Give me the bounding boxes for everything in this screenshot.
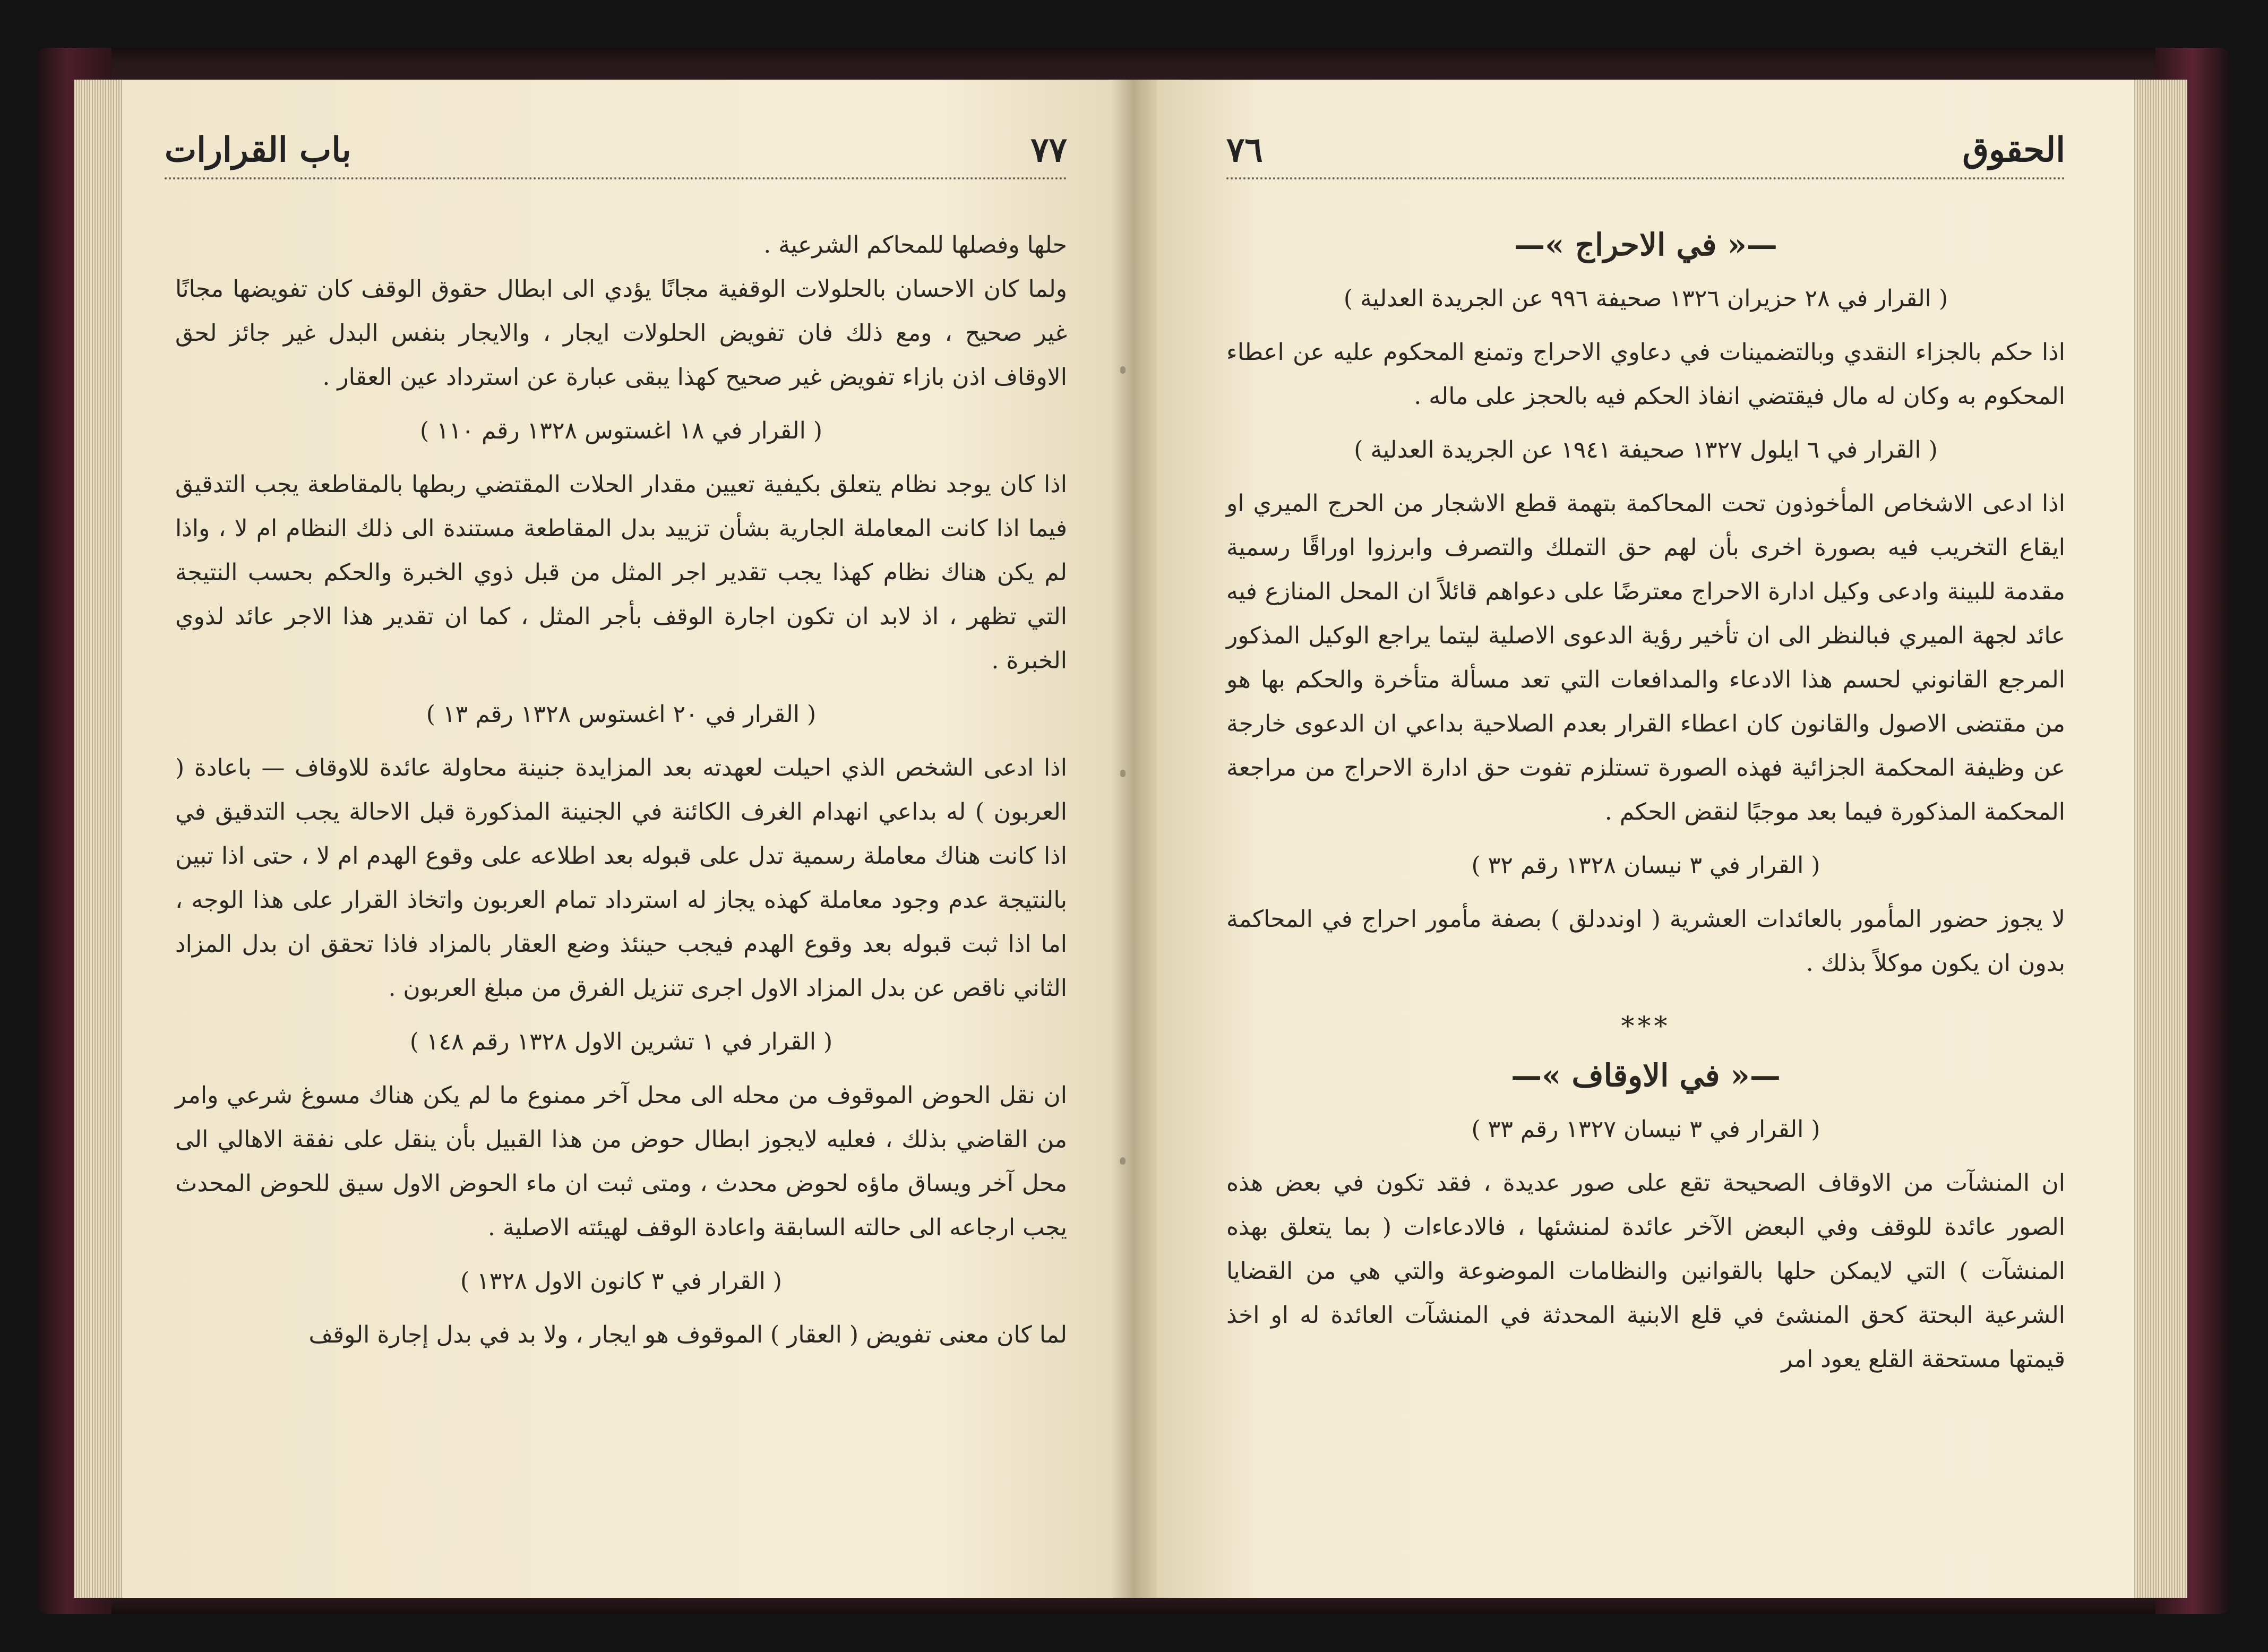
right-page-body xyxy=(1226,218,2065,1381)
right-page-header xyxy=(1226,106,2065,179)
decision-citation: ( القرار في ٢٠ اغستوس ١٣٢٨ رقم ١٣ ) xyxy=(426,701,817,728)
decision-citation: ( القرار في ٢٨ حزيران ١٣٢٦ صحيفة ٩٩٦ عن الجريدة العدلية ) xyxy=(1343,285,1948,312)
paragraph: اذا كان يوجد نظام يتعلق بكيفية تعيين مقدار الحلات المقتضي ربطها بالمقاطعة يجب التدقيق فيما اذا كانت المعاملة الجارية بشأن تزييد بدل المقاطعة مستندة الى ذلك النظام ام لا ، واذا لم يكن هناك نظام كهذا يجب تقدير اجر المثل من قبل ذوي الخبرة والحكم بحسب النتيجة التي تظهر ، اذ لابد ان تكون اجارة الوقف بأجر المثل ، كما ان تقدير هذا الاجر عائد لذوي الخبرة . xyxy=(175,471,1067,674)
right-page-number: ٧٦ xyxy=(1226,130,1263,170)
right-page-title: الحقوق xyxy=(1962,130,2065,170)
section-heading: —« في الاحراج »— xyxy=(1514,227,1777,263)
left-page-number: ٧٧ xyxy=(1030,130,1067,170)
paragraph: لما كان معنى تفويض ( العقار ) الموقوف هو ايجار ، ولا بد في بدل إجارة الوقف xyxy=(308,1321,1067,1348)
binding-stitch xyxy=(1120,366,1126,374)
paragraph: اذا حكم بالجزاء النقدي وبالتضمينات في دعاوي الاحراج وتمنع المحكوم عليه عن اعطاء المحكوم به وكان له مال فيقتضي انفاذ الحكم فيه بالحجز على ماله . xyxy=(1226,339,2065,410)
decision-citation: ( القرار في ١ تشرين الاول ١٣٢٨ رقم ١٤٨ ) xyxy=(409,1028,833,1055)
left-page-header xyxy=(165,106,1067,179)
paragraph: ان نقل الحوض الموقوف من محله الى محل آخر ممنوع ما لم يكن هناك مسوغ شرعي وامر من القاضي بذلك ، فعليه لايجوز ابطال حوض من هذا القبيل بأن ينقل على نفقة الاهالي الى محل آخر ويساق ماؤه لحوض محدث ، ومتى ثبت ان ماء الحوض الاول سيق للحوض المحدث يجب ارجاعه الى حالته السابقة واعادة الوقف لهيئته الاصلية . xyxy=(175,1082,1067,1241)
book-gutter xyxy=(1110,80,1157,1598)
section-heading: —« في الاوقاف »— xyxy=(1511,1057,1781,1094)
decision-citation: ( القرار في ٣ نيسان ١٣٢٨ رقم ٣٢ ) xyxy=(1471,852,1820,879)
paragraph: لا يجوز حضور المأمور بالعائدات العشرية ( اونددلق ) بصفة مأمور احراج في المحاكمة بدون ان يكون موكلاً بذلك . xyxy=(1226,906,2065,977)
binding-stitch xyxy=(1120,1157,1126,1165)
decision-citation: ( القرار في ٣ نيسان ١٣٢٧ رقم ٣٣ ) xyxy=(1471,1116,1820,1143)
decision-citation: ( القرار في ١٨ اغستوس ١٣٢٨ رقم ١١٠ ) xyxy=(419,417,823,444)
paragraph: ولما كان الاحسان بالحلولات الوقفية مجانًا يؤدي الى ابطال حقوق الوقف كان تفويضها مجانًا غير صحيح ، ومع ذلك فان تفويض الحلولات ايجار ، والايجار بنفس البدل غير جائز لحق الاوقاف اذن بازاء تفويض غير صحيح كهذا يبقى عبارة عن استرداد عين العقار . xyxy=(175,276,1067,391)
paragraph: ان المنشآت من الاوقاف الصحيحة تقع على صور عديدة ، فقد تكون في بعض هذه الصور عائدة للوقف وفي البعض الآخر عائدة لمنشئها ، فالادعاءات ( بما يتعلق بهذه المنشآت ) التي لايمكن حلها بالقوانين والنظامات الموضوعة والتي هي من القضايا الشرعية البحتة كحق المنشئ في قلع الابنية المحدثة في المنشآت العائدة له او اخذ قيمتها مستحقة القلع يعود امر xyxy=(1226,1169,2066,1373)
left-page-body xyxy=(175,223,1067,1357)
paragraph: حلها وفصلها للمحاكم الشرعية . xyxy=(763,231,1067,259)
binding-stitch xyxy=(1120,770,1126,777)
decision-citation: ( القرار في ٣ كانون الاول ١٣٢٨ ) xyxy=(460,1268,782,1295)
page-edges-right xyxy=(2129,80,2187,1598)
section-separator: *** xyxy=(1621,1011,1671,1042)
paragraph: اذا ادعى الاشخاص المأخوذون تحت المحاكمة بتهمة قطع الاشجار من الحرج الميري او ايقاع التخريب فيه بصورة اخرى بأن لهم حق التملك والتصرف وابرزوا اوراقًا رسمية مقدمة للبينة وادعى وكيل ادارة الاحراج معترضًا على دعواهم قائلاً ان المحل المنازع فيه عائد لجهة الميري فبالنظر الى ان تأخير رؤية الدعوى الاصلية ليتما يراجع الوكيل المذكور المرجع القانوني لحسم هذا الادعاء والمدافعات التي تعد مسألة متأخرة والحكم بها هو من مقتضى الاصول والقانون كان اعطاء القرار بعدم الصلاحية بداعي ان الدعوى خارجة عن وظيفة المحكمة الجزائية فهذه الصورة تستلزم تفوت حق ادارة الاحراج من مراجعة المحكمة المذكورة فيما بعد موجبًا لنقض الحكم . xyxy=(1226,490,2065,825)
paragraph: اذا ادعى الشخص الذي احيلت لعهدته بعد المزايدة جنينة محاولة عائدة للاوقاف — باعادة ( العربون ) له بداعي انهدام الغرف الكائنة في الجنينة المذكورة قبل الاحالة يجب التدقيق في اذا كانت هناك معاملة رسمية تدل على قبوله بعد اطلاعه على وقوع الهدم ام لا ، حتى اذا تبين بالنتيجة عدم وجود معاملة كهذه يجاز له استرداد تمام العربون واتخاذ القرار على هذا الوجه ، اما اذا ثبت قبوله بعد وقوع الهدم فيجب حينئذ وضع العقار بالمزاد فاذا تحقق ان بدل المزاد الثاني ناقص عن بدل المزاد الاول اجرى تنزيل الفرق من مبلغ العربون . xyxy=(175,754,1067,1002)
decision-citation: ( القرار في ٦ ايلول ١٣٢٧ صحيفة ١٩٤١ عن الجريدة العدلية ) xyxy=(1354,436,1938,463)
left-page-title: باب القرارات xyxy=(165,130,351,170)
